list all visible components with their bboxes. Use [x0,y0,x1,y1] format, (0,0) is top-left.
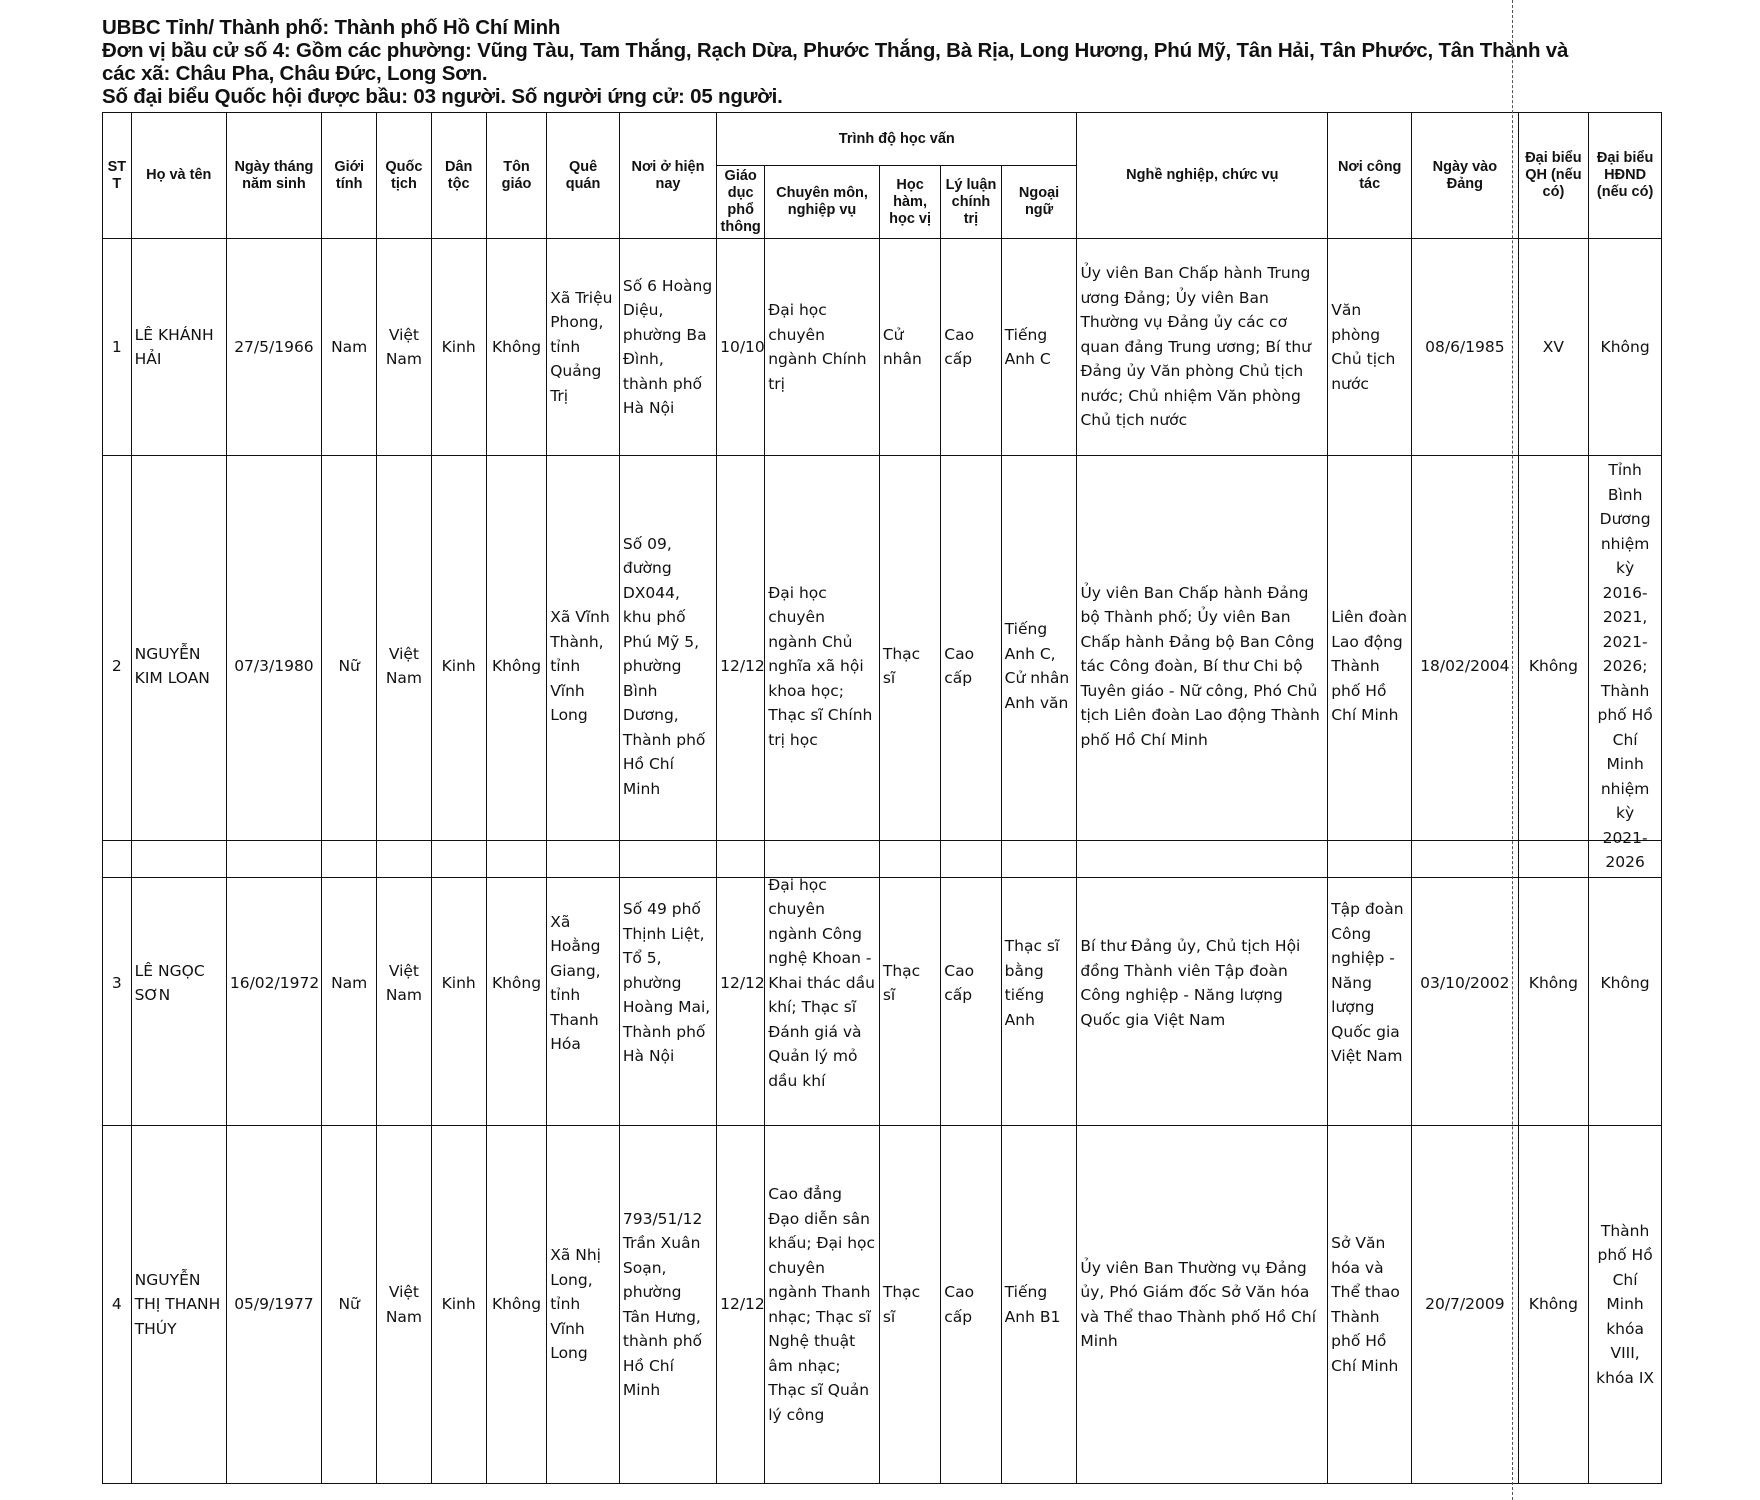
cell-political-theory: Cao cấp [941,239,1001,456]
cell-stt: 3 [103,841,132,1126]
cell-religion: Không [486,456,546,878]
cell-residence: Số 6 Hoàng Diệu, phường Ba Đình, thành phố Hà Nội [619,239,716,456]
candidate-table-page2 [102,840,1662,1484]
cell-political-theory: Cao cấp [941,841,1001,1126]
cell-stt: 1 [103,239,132,456]
scan-fold-line [1512,0,1513,1500]
col-party-date: Ngày vào Đảng [1412,113,1518,239]
cell-na-delegate: Không [1518,1126,1589,1484]
cell-degree: Thạc sĩ [879,841,940,1126]
cell-ethnicity: Kinh [431,456,486,878]
cell-degree: Thạc sĩ [879,456,940,878]
header-row-1 [103,113,1662,166]
cell-hometown: Xã Hoằng Giang, tỉnh Thanh Hóa [547,841,620,1126]
cell-residence: Số 49 phố Thịnh Liệt, Tổ 5, phường Hoàng Mai, Thành phố Hà Nội [619,841,716,1126]
cell-na-delegate: Không [1518,841,1589,1126]
cell-party-date: 03/10/2002 [1412,841,1518,1126]
candidate-table-page1 [102,112,1662,878]
cell-occupation: Bí thư Đảng ủy, Chủ tịch Hội đồng Thành viên Tập đoàn Công nghiệp - Năng lượng Quốc gia Việt Nam [1077,841,1328,1126]
cell-residence: Số 09, đường DX044, khu phố Phú Mỹ 5, phường Bình Dương, Thành phố Hồ Chí Minh [619,456,716,878]
cell-political-theory: Cao cấp [941,1126,1001,1484]
cell-specialty: Đại học chuyên ngành Công nghệ Khoan - Khai thác dầu khí; Thạc sĩ Đánh giá và Quản lý mỏ dầu khí [765,841,880,1126]
cell-workplace: Văn phòng Chủ tịch nước [1328,239,1412,456]
col-residence: Nơi ở hiện nay [619,113,716,239]
cell-na-delegate: Không [1518,456,1589,878]
col-nationality: Quốc tịch [377,113,431,239]
table-row [103,1126,1662,1484]
col-political-theory: Lý luận chính trị [941,166,1001,239]
cell-religion: Không [486,1126,546,1484]
cell-nationality: Việt Nam [377,841,431,1126]
cell-general-edu: 12/12 [717,456,765,878]
cell-ethnicity: Kinh [431,841,486,1126]
cell-foreign-lang: Thạc sĩ bằng tiếng Anh [1001,841,1077,1126]
col-ethnicity: Dân tộc [431,113,486,239]
col-religion: Tôn giáo [486,113,546,239]
col-general-edu: Giáo dục phổ thông [717,166,765,239]
cell-specialty: Đại học chuyên ngành Chính trị [765,239,880,456]
cell-general-edu: 12/12 [717,841,765,1126]
cell-dob: 16/02/1972 [226,841,321,1126]
cell-workplace: Tập đoàn Công nghiệp - Năng lượng Quốc gia Việt Nam [1328,841,1412,1126]
cell-workplace: Sở Văn hóa và Thể thao Thành phố Hồ Chí Minh [1328,1126,1412,1484]
cell-dob: 07/3/1980 [226,456,321,878]
col-dob: Ngày tháng năm sinh [226,113,321,239]
cell-dob: 05/9/1977 [226,1126,321,1484]
cell-degree: Thạc sĩ [879,1126,940,1484]
table-row [103,239,1662,456]
document-header [102,16,1662,108]
cell-general-edu: 12/12 [717,1126,765,1484]
cell-nationality: Việt Nam [377,456,431,878]
cell-residence: 793/51/12 Trần Xuân Soạn, phường Tân Hưng, thành phố Hồ Chí Minh [619,1126,716,1484]
cell-party-date: 20/7/2009 [1412,1126,1518,1484]
table-row [103,841,1662,1126]
cell-pc-delegate: Không [1589,841,1662,1126]
cell-pc-delegate: Không [1589,239,1662,456]
cell-dob: 27/5/1966 [226,239,321,456]
cell-party-date: 18/02/2004 [1412,456,1518,878]
cell-gender: Nữ [322,1126,377,1484]
col-specialty: Chuyên môn, nghiệp vụ [765,166,880,239]
col-foreign-lang: Ngoại ngữ [1001,166,1077,239]
col-degree: Học hàm, học vị [879,166,940,239]
cell-foreign-lang: Tiếng Anh B1 [1001,1126,1077,1484]
cell-gender: Nữ [322,456,377,878]
cell-hometown: Xã Triệu Phong, tỉnh Quảng Trị [547,239,620,456]
col-name: Họ và tên [131,113,226,239]
cell-gender: Nam [322,239,377,456]
cell-specialty: Đại học chuyên ngành Chủ nghĩa xã hội khoa học; Thạc sĩ Chính trị học [765,456,880,878]
cell-general-edu: 10/10 [717,239,765,456]
cell-foreign-lang: Tiếng Anh C, Cử nhân Anh văn [1001,456,1077,878]
cell-degree: Cử nhân [879,239,940,456]
cell-foreign-lang: Tiếng Anh C [1001,239,1077,456]
cell-pc-delegate: Thành phố Hồ Chí Minh khóa VIII, khóa IX [1589,1126,1662,1484]
cell-ethnicity: Kinh [431,1126,486,1484]
cell-nationality: Việt Nam [377,1126,431,1484]
table-row [103,456,1662,878]
col-stt: ST T [103,113,132,239]
col-gender: Giới tính [322,113,377,239]
cell-religion: Không [486,841,546,1126]
cell-workplace: Liên đoàn Lao động Thành phố Hồ Chí Minh [1328,456,1412,878]
cell-pc-delegate: Tỉnh Bình Dương nhiệm kỳ 2016-2021, 2021-2026; Thành phố Hồ Chí Minh nhiệm kỳ 2021-2026 [1589,456,1662,878]
cell-political-theory: Cao cấp [941,456,1001,878]
cell-religion: Không [486,239,546,456]
constituency-line: Đơn vị bầu cử số 4: Gồm các phường: Vũng Tàu, Tam Thắng, Rạch Dừa, Phước Thắng, Bà Rịa, Long Hương, Phú Mỹ, Tân Hải, Tân Phước, Tân Thành và [102,39,1569,62]
col-na-delegate: Đại biểu QH (nếu có) [1518,113,1589,239]
cell-occupation: Ủy viên Ban Chấp hành Đảng bộ Thành phố; Ủy viên Ban Chấp hành Đảng bộ Ban Công tác Công đoàn, Bí thư Chi bộ Tuyên giáo - Nữ công, Phó Chủ tịch Liên đoàn Lao động Thành phố Hồ Chí Minh [1077,456,1328,878]
cell-hometown: Xã Vĩnh Thành, tỉnh Vĩnh Long [547,456,620,878]
col-workplace: Nơi công tác [1328,113,1412,239]
col-education-group: Trình độ học vấn [717,113,1077,166]
cell-party-date: 08/6/1985 [1412,239,1518,456]
cell-stt: 4 [103,1126,132,1484]
col-hometown: Quê quán [547,113,620,239]
cell-ethnicity: Kinh [431,239,486,456]
cell-occupation: Ủy viên Ban Thường vụ Đảng ủy, Phó Giám đốc Sở Văn hóa và Thể thao Thành phố Hồ Chí Minh [1077,1126,1328,1484]
constituency-line-cont: các xã: Châu Pha, Châu Đức, Long Sơn. [102,62,488,85]
cell-occupation: Ủy viên Ban Chấp hành Trung ương Đảng; Ủy viên Ban Thường vụ Đảng ủy các cơ quan đảng Trung ương; Bí thư Đảng ủy Văn phòng Chủ tịch nước; Chủ nhiệm Văn phòng Chủ tịch nước [1077,239,1328,456]
cell-name: NGUYỄN KIM LOAN [131,456,226,878]
col-occupation: Nghề nghiệp, chức vụ [1077,113,1328,239]
cell-stt: 2 [103,456,132,878]
cell-specialty: Cao đẳng Đạo diễn sân khấu; Đại học chuyên ngành Thanh nhạc; Thạc sĩ Nghệ thuật âm nhạc; Thạc sĩ Quản lý công [765,1126,880,1484]
cell-hometown: Xã Nhị Long, tỉnh Vĩnh Long [547,1126,620,1484]
cell-nationality: Việt Nam [377,239,431,456]
cell-name: LÊ KHÁNH HẢI [131,239,226,456]
col-pc-delegate: Đại biểu HĐND (nếu có) [1589,113,1662,239]
seats-line: Số đại biểu Quốc hội được bầu: 03 người. Số người ứng cử: 05 người. [102,85,783,108]
cell-name: NGUYỄN THỊ THANH THÚY [131,1126,226,1484]
election-committee-line: UBBC Tỉnh/ Thành phố: Thành phố Hồ Chí Minh [102,16,561,39]
cell-gender: Nam [322,841,377,1126]
cell-na-delegate: XV [1518,239,1589,456]
cell-name: LÊ NGỌC SƠN [131,841,226,1126]
